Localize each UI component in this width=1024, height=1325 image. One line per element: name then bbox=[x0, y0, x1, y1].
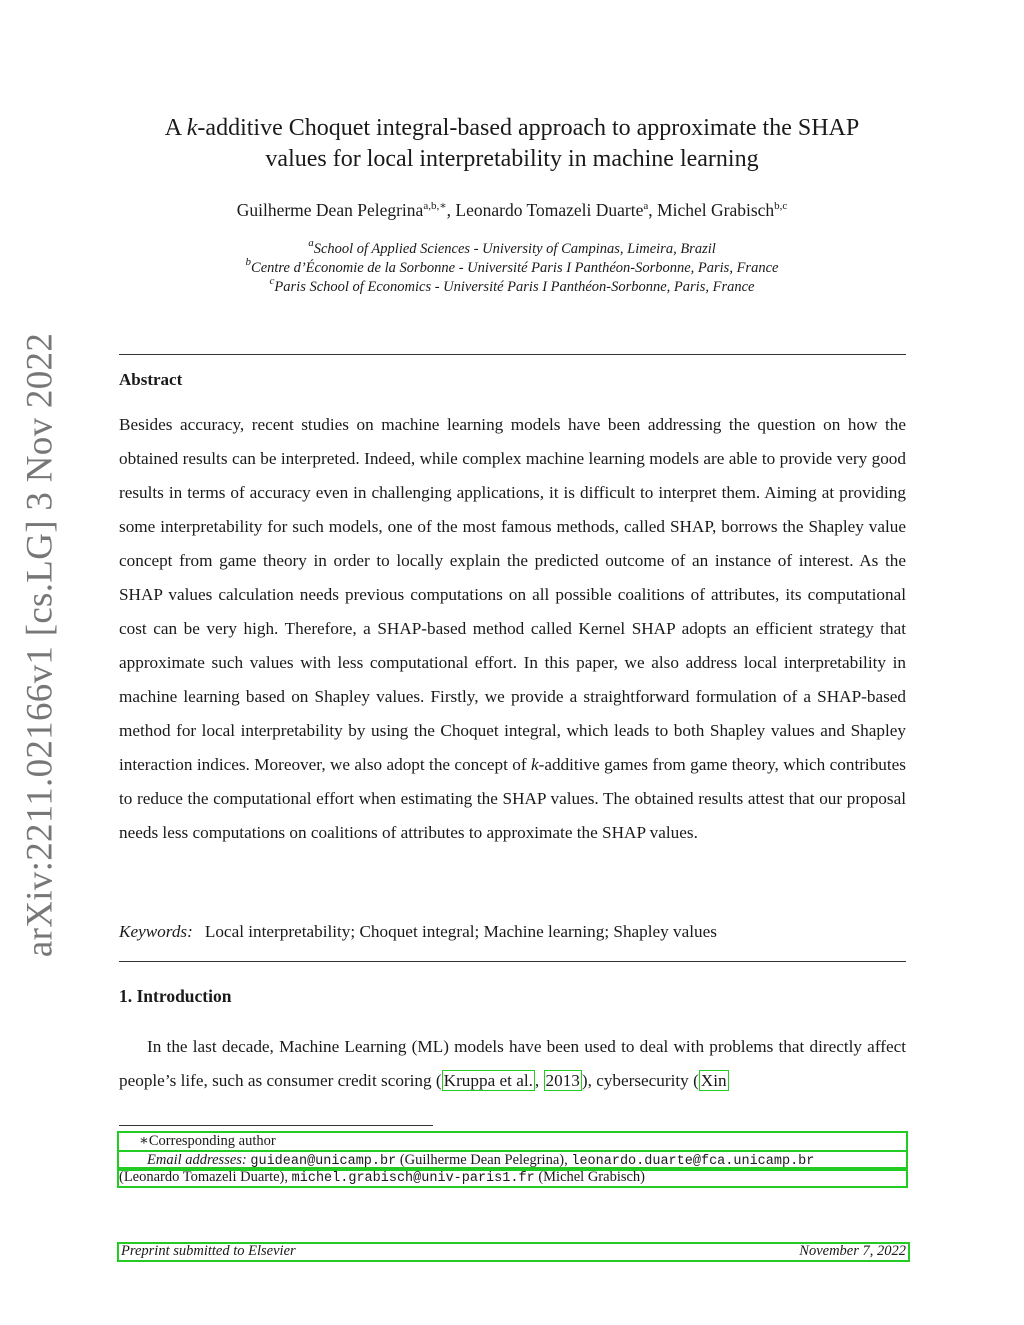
author-name: Michel Grabisch bbox=[657, 200, 775, 220]
author-name: Leonardo Tomazeli Duarte bbox=[455, 200, 644, 220]
footer-left: Preprint submitted to Elsevier bbox=[121, 1243, 296, 1259]
affiliation bbox=[0, 275, 1024, 297]
footnote-rule bbox=[119, 1125, 433, 1126]
footnote-corresponding-author[interactable] bbox=[117, 1131, 908, 1152]
abstract-body bbox=[119, 408, 906, 850]
affiliation bbox=[0, 237, 1024, 259]
title-line-2: values for local interpretability in machine learning bbox=[265, 146, 759, 172]
footnote-email-line-2[interactable] bbox=[117, 1167, 908, 1188]
section-heading-introduction: 1. Introduction bbox=[119, 986, 232, 1006]
email-address[interactable]: leonardo.duarte@fca.unicamp.br bbox=[571, 1154, 815, 1169]
arxiv-identifier: arXiv:2211.02166v1 [cs.LG] 3 Nov 2022 bbox=[19, 332, 61, 958]
author-affiliation-mark: a,b,∗ bbox=[423, 200, 447, 212]
email-owner: (Michel Grabisch) bbox=[538, 1169, 646, 1185]
abstract-top-rule bbox=[119, 354, 906, 355]
title-prefix: A bbox=[164, 115, 187, 141]
email-owner: (Leonardo Tomazeli Duarte), bbox=[119, 1169, 289, 1185]
intro-text: ), cybersecurity ( bbox=[581, 1071, 699, 1090]
affiliation-text: School of Applied Sciences - University of Campinas, Limeira, Brazil bbox=[313, 241, 716, 257]
abstract-bottom-rule bbox=[119, 961, 906, 962]
footer-date: November 7, 2022 bbox=[799, 1243, 906, 1259]
intro-text: , bbox=[534, 1071, 544, 1090]
title-k: k bbox=[186, 115, 198, 141]
affiliation-mark: b bbox=[245, 256, 252, 268]
affiliation-mark: a bbox=[308, 237, 314, 249]
author-name: Guilherme Dean Pelegrina bbox=[236, 200, 424, 220]
abstract-heading: Abstract bbox=[119, 370, 183, 389]
keywords bbox=[119, 922, 717, 942]
citation-link[interactable]: 2013 bbox=[545, 1071, 580, 1090]
intro-text: In the last decade, Machine Learning (ML) models have been used to deal with problems that directly affect people’s life, such as consumer credit scoring ( bbox=[119, 1037, 906, 1090]
author-affiliation-mark: a bbox=[643, 200, 649, 212]
email-address[interactable]: michel.grabisch@univ-paris1.fr bbox=[291, 1171, 535, 1186]
footnote-text: Corresponding author bbox=[148, 1133, 276, 1149]
page-footer[interactable] bbox=[117, 1242, 910, 1262]
affiliations bbox=[0, 237, 1024, 297]
introduction-paragraph bbox=[119, 1030, 906, 1098]
author-list: Guilherme Dean Pelegrina$^{a,b,∗}$, Leonardo Tomazeli Duarte$^a$, Michel Grabisch$^{b,c}$ bbox=[236, 200, 788, 220]
affiliation bbox=[0, 256, 1024, 278]
author-affiliation-mark: b,c bbox=[774, 200, 788, 212]
title-line-1-rest: -additive Choquet integral-based approach to approximate the SHAP bbox=[197, 115, 860, 141]
paper-title bbox=[0, 113, 1024, 175]
abstract-k: k bbox=[530, 755, 539, 774]
affiliation-text: Centre d’Économie de la Sorbonne - Université Paris I Panthéon-Sorbonne, Paris, France bbox=[251, 260, 779, 276]
keywords-label: Keywords: bbox=[119, 922, 193, 941]
affiliation-text: Paris School of Economics - Université Paris I Panthéon-Sorbonne, Paris, France bbox=[274, 279, 755, 295]
abstract-text-part-1: Besides accuracy, recent studies on machine learning models have been addressing the question on how the obtained results can be interpreted. Indeed, while complex machine learning models are able to provide very good results in terms of accuracy even in challenging applications, it is difficult to interpret them. Aiming at providing some interpretability for such models, one of the most famous methods, called SHAP, borrows the Shapley value concept from game theory in order to locally explain the predicted outcome of an instance of interest. As the SHAP values calculation needs previous computations on all possible coalitions of attributes, its computational cost can be very high. Therefore, a SHAP-based method called Kernel SHAP adopts an efficient strategy that approximate such values with less computational effort. In this paper, we also address local interpretability in machine learning based on Shapley values. Firstly, we provide a straightforward formulation of a SHAP-based method for local interpretability by using the Choquet integral, which leads to both Shapley values and Shapley interaction indices. Moreover, we also adopt the concept of bbox=[119, 415, 906, 774]
affiliation-mark: c bbox=[269, 275, 275, 287]
email-label: Email addresses: bbox=[147, 1152, 247, 1168]
citation-link[interactable]: Xin bbox=[700, 1071, 727, 1090]
email-address[interactable]: guidean@unicamp.br bbox=[250, 1154, 397, 1169]
title-line-1 bbox=[0, 113, 1024, 144]
keywords-text: Local interpretability; Choquet integral; Machine learning; Shapley values bbox=[204, 922, 717, 941]
citation-link[interactable]: Kruppa et al. bbox=[443, 1071, 533, 1090]
abstract-text-part-2: -additive games from game theory, which contributes to reduce the computational effort when estimating the SHAP values. The obtained results attest that our proposal needs less computations on coalitions of attributes to approximate the SHAP values. bbox=[119, 755, 906, 842]
email-owner: (Guilherme Dean Pelegrina), bbox=[399, 1152, 568, 1168]
footnote-mark: ∗ bbox=[139, 1133, 149, 1149]
